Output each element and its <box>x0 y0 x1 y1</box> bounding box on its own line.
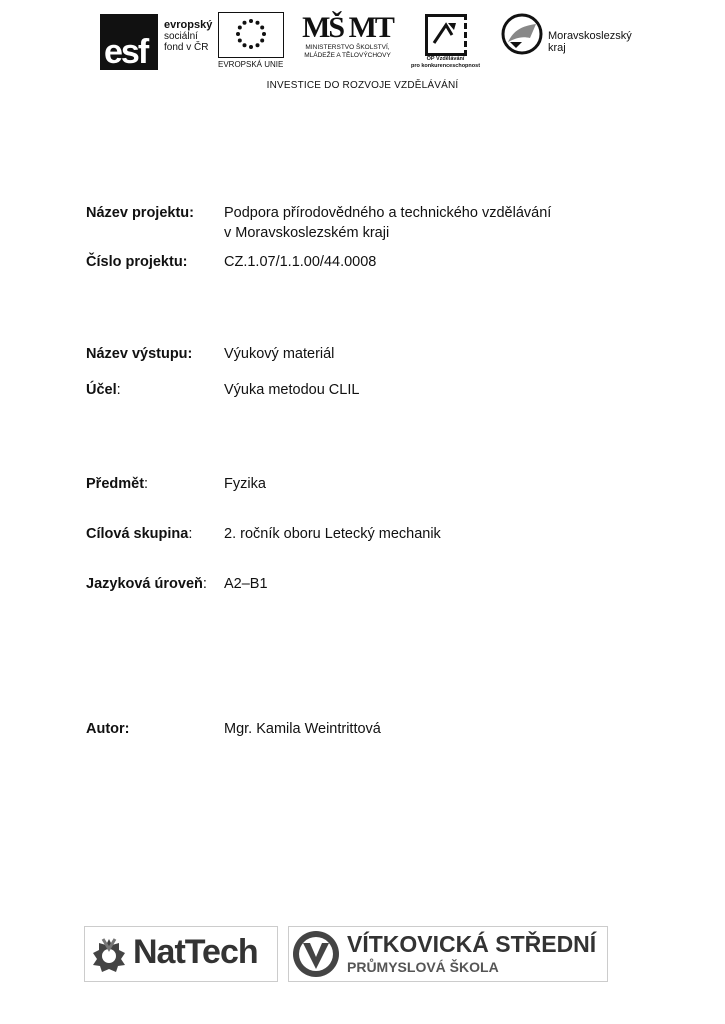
subject-label-colon: : <box>144 476 149 492</box>
esf-mark <box>100 14 158 70</box>
op-line1: OP Vzdělávání <box>426 56 465 62</box>
msmt-line2: MLÁDEŽE A TĚLOVÝCHOVY <box>304 52 391 59</box>
footer-logos <box>84 924 609 984</box>
author-label: Autor: <box>86 721 130 737</box>
op-line2: pro konkurenceschopnost <box>410 62 481 69</box>
project-name-label: Název projektu: <box>86 205 194 221</box>
project-number-label: Číslo projektu: <box>86 254 188 270</box>
esf-wordmark: esf <box>104 33 148 71</box>
esf-text <box>164 20 212 53</box>
nattech-logo <box>84 926 278 982</box>
target-group-label <box>86 524 224 544</box>
project-number-value: CZ.1.07/1.1.00/44.0008 <box>224 254 377 270</box>
output-name-value: Výukový materiál <box>224 346 335 362</box>
target-group-value: 2. ročník oboru Letecký mechanik <box>224 526 441 542</box>
subject-label-bold: Předmět <box>86 476 145 492</box>
target-group-label-colon: : <box>188 526 193 542</box>
school-name-line2: PRŮMYSLOVÁ ŠKOLA <box>347 959 499 975</box>
school-name-line1: VÍTKOVICKÁ STŘEDNÍ <box>347 931 597 957</box>
project-name-value <box>224 203 644 243</box>
esf-line1: evropský <box>164 19 213 31</box>
msmt-mark: MŠ MT <box>302 11 393 44</box>
project-name-line2: v Moravskoslezském kraji <box>224 225 390 241</box>
nattech-name: NatTech <box>133 933 258 971</box>
language-level-label-bold: Jazyková úroveň <box>86 576 203 592</box>
author-value: Mgr. Kamila Weintrittová <box>224 721 381 737</box>
project-name-row <box>86 203 646 245</box>
purpose-label-bold: Účel <box>86 382 117 398</box>
msmt-logo <box>290 12 405 72</box>
language-level-label <box>86 574 224 594</box>
op-arrow-icon <box>425 14 467 56</box>
purpose-label-colon: : <box>116 382 121 398</box>
purpose-value: Výuka metodou CLIL <box>224 382 360 398</box>
msk-emblem-icon <box>500 12 544 56</box>
target-group-label-bold: Cílová skupina <box>86 526 189 542</box>
msk-line2: kraj <box>548 42 566 54</box>
gear-icon <box>89 935 129 975</box>
esf-line2: sociální <box>164 31 198 42</box>
school-emblem-icon <box>291 929 341 979</box>
tagline: INVESTICE DO ROZVOJE VZDĚLÁVÁNÍ <box>266 80 459 91</box>
header-logos <box>100 12 640 74</box>
msmt-line1: MINISTERSTVO ŠKOLSTVÍ, <box>305 44 390 51</box>
subject-value: Fyzika <box>224 476 266 492</box>
esf-logo <box>100 12 215 72</box>
project-name-line1: Podpora přírodovědného a technického vzdělávání <box>224 205 552 221</box>
language-level-label-colon: : <box>202 576 207 592</box>
msk-logo <box>500 12 640 72</box>
eu-flag-icon <box>218 12 284 58</box>
esf-line3: fond v ČR <box>164 42 209 53</box>
language-level-value: A2–B1 <box>224 576 268 592</box>
msk-text <box>548 30 632 54</box>
op-logo <box>408 12 483 74</box>
output-name-label: Název výstupu: <box>86 346 193 362</box>
purpose-label <box>86 380 224 400</box>
vitkovicka-logo <box>288 926 608 982</box>
eu-logo <box>218 12 286 70</box>
eu-caption: EVROPSKÁ UNIE <box>218 60 284 69</box>
msk-line1: Moravskoslezský <box>548 30 632 42</box>
subject-label <box>86 474 224 494</box>
